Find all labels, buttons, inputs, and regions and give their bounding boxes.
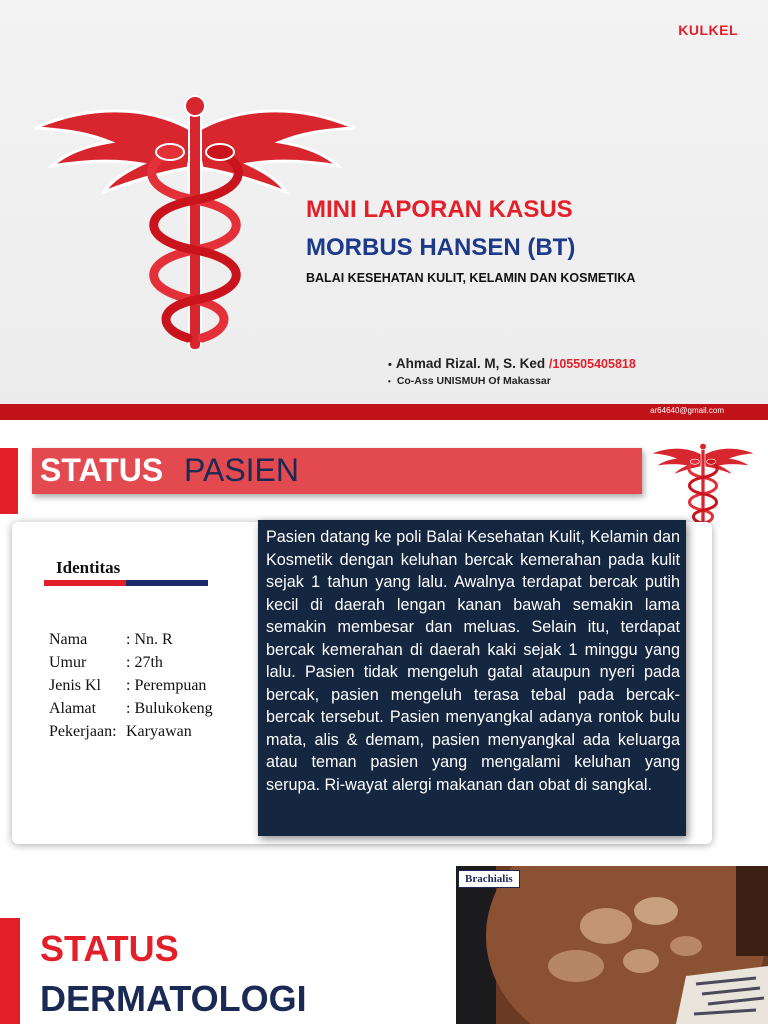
identity-value: : Nn. R <box>126 631 173 648</box>
identity-value: Karyawan <box>126 723 192 740</box>
identitas-heading: Identitas <box>56 558 121 577</box>
footer-bar <box>0 404 768 420</box>
identity-value: : 27th <box>126 654 163 671</box>
identity-label: Nama <box>49 631 88 648</box>
bullet-icon: • <box>388 359 392 371</box>
section-title <box>32 448 642 494</box>
section-title-word1: STATUS <box>40 452 164 488</box>
identity-table <box>49 628 213 743</box>
caduceus-icon <box>648 438 758 530</box>
table-row <box>49 674 213 697</box>
bullet-icon: • <box>388 377 391 386</box>
affiliation-line <box>388 375 551 387</box>
author-name: Ahmad Rizal. M, S. Ked <box>395 356 546 371</box>
table-row <box>49 697 213 720</box>
author-id: /105505405818 <box>548 357 636 371</box>
heading-underline-blue <box>126 580 208 586</box>
affiliation: Co-Ass UNISMUH Of Makassar <box>396 375 551 387</box>
email-text: ar64640@gmail.com <box>650 406 724 415</box>
patient-description: Pasien datang ke poli Balai Kesehatan Kulit, Kelamin dan Kosmetik dengan keluhan bercak kemerahan pada kulit sejak 1 tahun yang lalu. Awalnya terdapat bercak putih kecil di daerah lengan kanan bawah semakin lama semakin membesar dan meluas. Selain itu, terdapat bercak kemerahan di daerah kaki sejak 1 minggu yang lalu. Pasien tidak mengeluh gatal ataupun nyeri pada bercak, pasien mengeluh terasa tebal pada bercak-bercak tersebut. Pasien menyangkal adanya rontok bulu mata, alis & demam, pasien menyangkal ada keluarga atau teman pasien yang mengalami keluhan yang serupa. Ri-wayat alergi makanan dan obat di sangkal. <box>258 520 686 836</box>
accent-bar <box>0 448 18 514</box>
identity-value: : Bulukokeng <box>126 700 213 717</box>
author-line <box>388 356 636 371</box>
identity-label: Umur <box>49 654 87 671</box>
identity-label: Alamat <box>49 700 97 717</box>
identity-value: : Perempuan <box>126 677 207 694</box>
patient-status-slide <box>0 420 768 860</box>
section-title-word2: PASIEN <box>184 452 299 488</box>
table-row <box>49 720 213 743</box>
identity-label: Jenis Kl <box>49 677 101 694</box>
title-diagnosis: MORBUS HANSEN (BT) <box>306 234 576 261</box>
section-title-line1: STATUS <box>40 928 179 969</box>
lesion-photo <box>456 866 768 1024</box>
table-row <box>49 628 213 651</box>
heading-underline-red <box>44 580 126 586</box>
table-row <box>49 651 213 674</box>
section-title-line2: DERMATOLOGI <box>40 978 307 1019</box>
title-slide <box>0 0 768 420</box>
identity-label: Pekerjaan: <box>49 723 117 740</box>
accent-bar <box>0 918 20 1024</box>
title-main: MINI LAPORAN KASUS <box>306 196 573 223</box>
corner-tag: KULKEL <box>678 22 738 38</box>
title-institution: BALAI KESEHATAN KULIT, KELAMIN DAN KOSMETIKA <box>306 271 636 285</box>
photo-label: Brachialis <box>458 870 520 888</box>
dermatology-slide <box>0 866 768 1024</box>
